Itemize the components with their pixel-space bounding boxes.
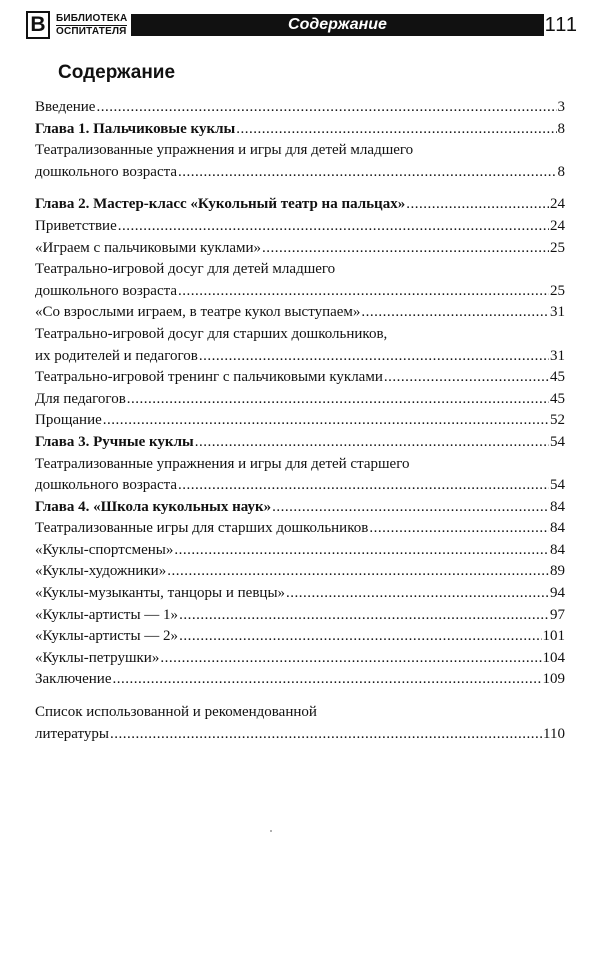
toc-dot-leader bbox=[272, 497, 549, 519]
toc-dot-leader bbox=[167, 561, 549, 583]
toc-entry bbox=[35, 389, 565, 411]
toc-entry-title: Приветствие bbox=[35, 217, 117, 234]
toc-page-number: 84 bbox=[550, 541, 565, 558]
toc-entry-row bbox=[35, 724, 565, 746]
toc-entry-row bbox=[35, 389, 565, 411]
toc-page-number: 45 bbox=[550, 369, 565, 386]
toc-page-number: 84 bbox=[550, 498, 565, 515]
toc-entry-row bbox=[35, 346, 565, 368]
toc-entry-row bbox=[35, 119, 565, 141]
toc-dot-leader bbox=[178, 475, 549, 497]
toc-entry-row bbox=[35, 605, 565, 627]
toc-page-number: 54 bbox=[550, 477, 565, 494]
toc-dot-leader bbox=[384, 367, 549, 389]
toc-chapter-entry bbox=[35, 497, 565, 519]
toc-entry-title: Театрализованные игры для старших дошкольников bbox=[35, 520, 369, 537]
toc-entry bbox=[35, 669, 565, 691]
toc-entry-row bbox=[35, 497, 565, 519]
toc-dot-leader bbox=[118, 216, 549, 238]
toc-entry-title: Театрально-игровой тренинг с пальчиковыми куклами bbox=[35, 369, 383, 386]
toc-entry-row bbox=[35, 410, 565, 432]
toc-entry-row bbox=[35, 281, 565, 303]
toc-entry-title: «Со взрослыми играем, в театре кукол выступаем» bbox=[35, 304, 361, 321]
toc-entry-row bbox=[35, 626, 565, 648]
toc-entry bbox=[35, 259, 565, 302]
toc-page-number: 8 bbox=[557, 120, 565, 137]
toc-entry-title: дошкольного возраста bbox=[35, 477, 178, 494]
toc-dot-leader bbox=[174, 540, 549, 562]
toc-entry bbox=[35, 605, 565, 627]
toc-entry-lead-line: Театрально-игровой досуг для детей младшего bbox=[35, 261, 336, 278]
toc-chapter-entry bbox=[35, 194, 565, 216]
toc-entry bbox=[35, 324, 565, 367]
toc-entry-row bbox=[35, 194, 565, 216]
toc-dot-leader bbox=[178, 162, 556, 184]
toc-entry-row bbox=[35, 432, 565, 454]
toc-entry bbox=[35, 97, 565, 119]
toc-entry-row bbox=[35, 540, 565, 562]
toc-entry-title: «Куклы-артисты — 1» bbox=[35, 606, 179, 623]
toc-dot-leader bbox=[195, 432, 549, 454]
toc-entry-row bbox=[35, 518, 565, 540]
toc-page-number: 31 bbox=[550, 304, 565, 321]
table-of-contents bbox=[35, 97, 565, 745]
toc-entry bbox=[35, 410, 565, 432]
toc-page-number: 45 bbox=[550, 390, 565, 407]
toc-dot-leader bbox=[127, 389, 549, 411]
toc-entry-row bbox=[35, 648, 565, 670]
toc-entry-row bbox=[35, 97, 565, 119]
toc-entry bbox=[35, 626, 565, 648]
toc-entry-row bbox=[35, 302, 565, 324]
toc-page-number: 31 bbox=[550, 347, 565, 364]
toc-page-number: 97 bbox=[550, 606, 565, 623]
page-number: 111 bbox=[544, 14, 578, 36]
toc-dot-leader bbox=[236, 119, 556, 141]
scan-speck bbox=[270, 830, 272, 832]
toc-entry-lead-line: Театрализованные упражнения и игры для детей младшего bbox=[35, 142, 414, 159]
toc-dot-leader bbox=[96, 97, 556, 119]
toc-entry bbox=[35, 367, 565, 389]
toc-page-number: 104 bbox=[542, 649, 565, 666]
toc-dot-leader bbox=[369, 518, 549, 540]
toc-dot-leader bbox=[361, 302, 549, 324]
toc-page-number: 89 bbox=[550, 563, 565, 580]
toc-page-number: 54 bbox=[550, 433, 565, 450]
toc-dot-leader bbox=[179, 605, 549, 627]
toc-entry-title: «Куклы-музыканты, танцоры и певцы» bbox=[35, 585, 286, 602]
toc-entry-title: Глава 2. Мастер-класс «Кукольный театр на пальцах» bbox=[35, 196, 406, 213]
toc-entry-title: их родителей и педагогов bbox=[35, 347, 198, 364]
toc-dot-leader bbox=[262, 238, 549, 260]
toc-entry-lead-line: Список использованной и рекомендованной bbox=[35, 704, 317, 721]
toc-entry-title: Глава 3. Ручные куклы bbox=[35, 433, 194, 450]
toc-dot-leader bbox=[110, 724, 542, 746]
toc-dot-leader bbox=[160, 648, 541, 670]
toc-entry bbox=[35, 583, 565, 605]
toc-entry-row bbox=[35, 216, 565, 238]
toc-page-number: 8 bbox=[557, 163, 565, 180]
page-title: Содержание bbox=[58, 62, 176, 83]
toc-page-number: 84 bbox=[550, 520, 565, 537]
toc-entry-row bbox=[35, 475, 565, 497]
toc-entry-lead-line: Театрально-игровой досуг для старших дошкольников, bbox=[35, 325, 388, 342]
toc-entry-row bbox=[35, 669, 565, 691]
toc-entry-title: Заключение bbox=[35, 671, 112, 688]
toc-entry bbox=[35, 518, 565, 540]
toc-entry bbox=[35, 702, 565, 745]
toc-dot-leader bbox=[179, 626, 541, 648]
toc-entry-title: Введение bbox=[35, 99, 96, 115]
toc-entry bbox=[35, 648, 565, 670]
toc-entry-title: литературы bbox=[35, 725, 109, 742]
toc-entry bbox=[35, 140, 565, 183]
toc-entry-lead-line: Театрализованные упражнения и игры для детей старшего bbox=[35, 455, 410, 472]
toc-entry-row bbox=[35, 561, 565, 583]
toc-page-number: 3 bbox=[557, 99, 565, 115]
toc-entry-title: «Куклы-артисты — 2» bbox=[35, 628, 179, 645]
toc-entry-row bbox=[35, 238, 565, 260]
series-name-line1: БИБЛИОТЕКА bbox=[56, 13, 128, 24]
toc-chapter-entry bbox=[35, 119, 565, 141]
toc-entry bbox=[35, 561, 565, 583]
toc-dot-leader bbox=[286, 583, 549, 605]
toc-entry-title: Глава 1. Пальчиковые куклы bbox=[35, 120, 236, 137]
series-name bbox=[56, 13, 127, 38]
toc-chapter-entry bbox=[35, 432, 565, 454]
toc-entry bbox=[35, 454, 565, 497]
toc-entry-title: «Играем с пальчиковыми куклами» bbox=[35, 239, 262, 256]
toc-page-number: 94 bbox=[550, 585, 565, 602]
toc-page-number: 24 bbox=[550, 217, 565, 234]
toc-page-number: 101 bbox=[542, 628, 565, 645]
toc-dot-leader bbox=[103, 410, 549, 432]
toc-entry-title: Прощание bbox=[35, 412, 102, 429]
toc-entry-title: «Куклы-петрушки» bbox=[35, 649, 160, 666]
toc-page-number: 25 bbox=[550, 239, 565, 256]
toc-dot-leader bbox=[178, 281, 549, 303]
toc-dot-leader bbox=[113, 669, 542, 691]
toc-page-number: 110 bbox=[543, 725, 565, 742]
section-title-bar: Содержание bbox=[131, 14, 544, 36]
toc-dot-leader bbox=[199, 346, 549, 368]
toc-entry-row bbox=[35, 367, 565, 389]
toc-entry-title: «Куклы-художники» bbox=[35, 563, 167, 580]
toc-entry-title: дошкольного возраста bbox=[35, 282, 178, 299]
toc-entry bbox=[35, 540, 565, 562]
toc-page-number: 25 bbox=[550, 282, 565, 299]
toc-page-number: 109 bbox=[542, 671, 565, 688]
toc-dot-leader bbox=[406, 194, 549, 216]
series-name-line2: ОСПИТАТЕЛЯ bbox=[56, 26, 127, 37]
series-logo-badge: В bbox=[26, 11, 50, 39]
toc-entry bbox=[35, 302, 565, 324]
toc-entry-title: Для педагогов bbox=[35, 390, 126, 407]
toc-page-number: 24 bbox=[550, 196, 565, 213]
toc-entry-row bbox=[35, 583, 565, 605]
toc-entry-title: «Куклы-спортсмены» bbox=[35, 541, 174, 558]
toc-entry-title: дошкольного возраста bbox=[35, 163, 178, 180]
toc-entry-title: Глава 4. «Школа кукольных наук» bbox=[35, 498, 272, 515]
running-header bbox=[26, 11, 578, 41]
toc-page-number: 52 bbox=[550, 412, 565, 429]
toc-entry bbox=[35, 238, 565, 260]
toc-entry-row bbox=[35, 162, 565, 184]
toc-entry bbox=[35, 216, 565, 238]
